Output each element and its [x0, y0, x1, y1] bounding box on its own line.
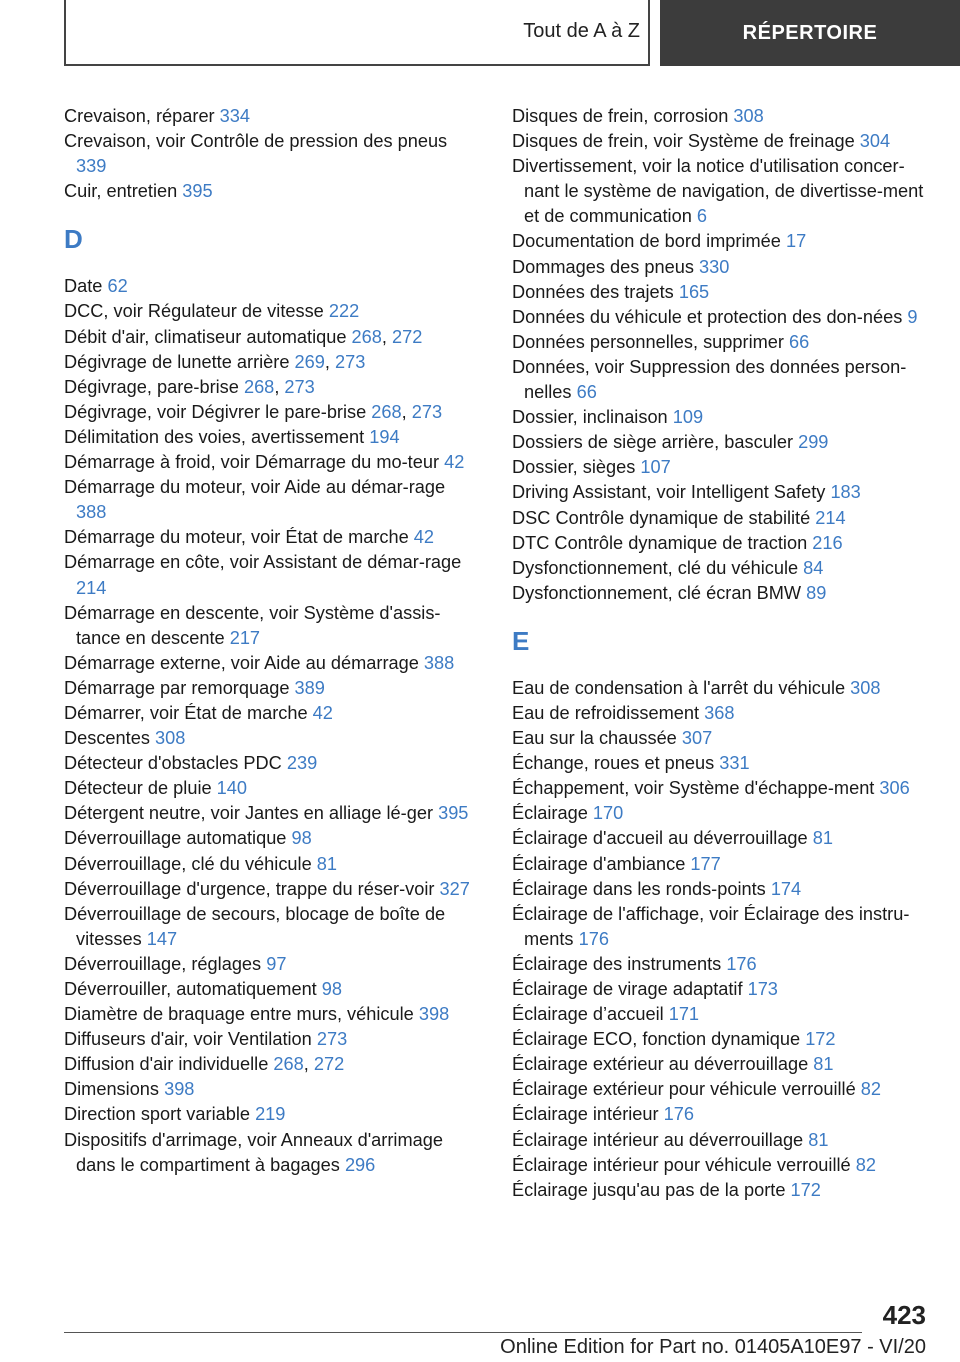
- index-entry: [512, 676, 932, 701]
- page-reference-link[interactable]: 82: [855, 1154, 876, 1175]
- index-entry: [64, 826, 476, 851]
- page-reference-link[interactable]: 368: [704, 702, 735, 723]
- index-entry: [512, 581, 932, 606]
- entry-text: Date: [64, 276, 108, 297]
- page-reference-link[interactable]: 269: [294, 351, 325, 372]
- index-entry: [512, 877, 932, 902]
- entry-text: Données des trajets: [512, 281, 679, 302]
- index-entry: [64, 952, 476, 977]
- entry-text: Éclairage extérieur pour véhicule verrouillé: [512, 1079, 861, 1100]
- entry-text: Déverrouillage d'urgence, trappe du réser-voir: [64, 878, 440, 899]
- header-divider: [648, 0, 650, 66]
- entry-text: Démarrage en descente, voir Système d'assis-tance en descente: [64, 602, 441, 648]
- entry-text: Éclairage des instruments: [512, 953, 727, 974]
- page-reference-link[interactable]: 81: [812, 828, 833, 849]
- entry-text: Démarrage à froid, voir Démarrage du mo-teur: [64, 452, 445, 473]
- index-entry: [64, 877, 476, 902]
- entry-text: Dysfonctionnement, clé du véhicule: [512, 557, 804, 578]
- entry-text: Disques de frein, voir Système de freinage: [512, 131, 860, 152]
- page-reference-link[interactable]: 299: [798, 432, 829, 453]
- entry-text: Éclairage extérieur au déverrouillage: [512, 1054, 814, 1075]
- page-reference-link[interactable]: 388: [423, 652, 455, 673]
- entry-text: Démarrer, voir État de marche: [64, 702, 313, 723]
- page-reference-link[interactable]: 6: [696, 206, 707, 227]
- entry-text: Démarrage du moteur, voir État de marche: [64, 527, 414, 548]
- entry-text: Détergent neutre, voir Jantes en alliage lé-ger: [64, 803, 439, 824]
- page-reference-link[interactable]: 268: [371, 401, 402, 422]
- page-reference-link[interactable]: 17: [785, 231, 807, 252]
- page-reference-link[interactable]: 165: [678, 281, 710, 302]
- index-entry: [64, 651, 476, 676]
- page-reference-link[interactable]: 308: [154, 728, 186, 749]
- index-entry: [512, 154, 932, 229]
- page-reference-link[interactable]: 308: [733, 106, 764, 126]
- index-entry: [512, 280, 932, 305]
- entry-text: Dispositifs d'arrimage, voir Anneaux d'arrimage dans le compartiment à bagages: [64, 1129, 443, 1175]
- index-entry: [512, 455, 932, 480]
- page-reference-link[interactable]: 389: [294, 677, 325, 698]
- entry-text: Dossier, sièges: [512, 457, 641, 478]
- index-entry: [64, 977, 476, 1002]
- entry-text: Descentes: [64, 728, 155, 749]
- page-reference-link[interactable]: 214: [76, 577, 107, 598]
- index-entry: [64, 1002, 476, 1027]
- entry-text: Données, voir Suppression des données person-nelles: [512, 356, 907, 403]
- index-entry: [512, 977, 932, 1002]
- entry-text: DSC Contrôle dynamique de stabilité: [512, 507, 816, 528]
- page-reference-link[interactable]: 304: [859, 131, 891, 152]
- entry-text: Déverrouillage automatique: [64, 828, 292, 849]
- header-bottom-border: [64, 64, 650, 66]
- page-reference-link[interactable]: 272: [392, 326, 423, 347]
- index-entry: [512, 952, 932, 977]
- index-entry: [512, 902, 932, 952]
- index-entry: [512, 430, 932, 455]
- entry-text: Déverrouillage de secours, blocage de boîte de vitesses: [64, 903, 446, 949]
- index-entry: [512, 506, 932, 531]
- entry-text: Débit d'air, climatiseur automatique: [64, 326, 352, 347]
- index-entry: [512, 305, 932, 330]
- index-column-right: [512, 104, 932, 1203]
- page-reference-link[interactable]: 147: [146, 928, 178, 949]
- index-entry: [512, 405, 932, 430]
- page-reference-link[interactable]: 172: [805, 1029, 836, 1050]
- index-entry: [512, 480, 932, 505]
- entry-text: Démarrage du moteur, voir Aide au démar-rage: [64, 477, 446, 498]
- index-entry: [64, 550, 476, 600]
- entry-text: Éclairage jusqu'au pas de la porte: [512, 1179, 791, 1200]
- page-reference-link[interactable]: 331: [719, 753, 750, 774]
- index-entry: [64, 726, 476, 751]
- page-reference-link[interactable]: 273: [334, 351, 366, 372]
- index-entry: [64, 425, 476, 450]
- page-reference-link[interactable]: 216: [812, 532, 843, 553]
- entry-text: Direction sport variable: [64, 1104, 256, 1125]
- page-reference-link[interactable]: 183: [830, 482, 861, 503]
- entry-text: Driving Assistant, voir Intelligent Safety: [512, 482, 831, 503]
- page-reference-link[interactable]: 398: [418, 1004, 450, 1025]
- page-reference-link[interactable]: 62: [107, 276, 128, 297]
- tab-tout-de-a-a-z[interactable]: Tout de A à Z: [523, 20, 640, 42]
- page-reference-link[interactable]: 89: [806, 582, 827, 603]
- index-entry: [64, 475, 476, 525]
- index-entry: [512, 826, 932, 851]
- entry-text: Éclairage de virage adaptatif: [512, 979, 748, 999]
- index-entry: [512, 1027, 932, 1052]
- entry-text: Détecteur de pluie: [64, 778, 217, 799]
- entry-text: Cuir, entretien: [64, 181, 183, 202]
- index-entry: [512, 801, 932, 826]
- entry-text: DCC, voir Régulateur de vitesse: [64, 301, 329, 322]
- entry-text: Eau de refroidissement: [512, 702, 705, 723]
- page-reference-link[interactable]: 42: [413, 527, 434, 548]
- entry-text: Dysfonctionnement, clé écran BMW: [512, 582, 807, 603]
- entry-text: Données du véhicule et protection des don-nées: [512, 306, 908, 327]
- index-entry: [512, 129, 932, 154]
- page-reference-link[interactable]: 172: [790, 1179, 821, 1200]
- page-reference-link[interactable]: 268: [273, 1054, 304, 1075]
- index-entry: [512, 556, 932, 581]
- page-reference-link[interactable]: 176: [578, 928, 609, 949]
- index-column-left: [64, 104, 476, 1178]
- page-reference-link[interactable]: 214: [815, 507, 846, 528]
- page-reference-link[interactable]: 176: [663, 1104, 694, 1125]
- index-entry: [64, 801, 476, 826]
- page-reference-link[interactable]: 395: [182, 181, 213, 202]
- page-reference-link[interactable]: 306: [879, 778, 910, 799]
- section-letter: E: [512, 625, 530, 656]
- page-reference-link[interactable]: 66: [576, 382, 597, 403]
- entry-text: Crevaison, réparer: [64, 106, 220, 126]
- index-entry: [512, 1077, 932, 1102]
- index-entry: [512, 531, 932, 556]
- entry-text: Disques de frein, corrosion: [512, 106, 734, 126]
- entry-text: Éclairage ECO, fonction dynamique: [512, 1029, 806, 1050]
- page-reference-link[interactable]: 268: [351, 326, 382, 347]
- entry-text: Déverrouillage, réglages: [64, 953, 267, 974]
- page-reference-link[interactable]: 174: [770, 878, 802, 899]
- index-entry: Dégivrage, pare-brise 268, 273: [64, 376, 315, 397]
- page-reference-link[interactable]: 222: [328, 301, 360, 322]
- index-entry: [64, 776, 476, 801]
- entry-text: Diffuseurs d'air, voir Ventilation: [64, 1029, 317, 1050]
- entry-text: Déverrouillage, clé du véhicule: [64, 853, 317, 874]
- page-reference-link[interactable]: 177: [690, 853, 721, 874]
- index-entry: [512, 776, 932, 801]
- page-reference-link[interactable]: 308: [850, 677, 881, 698]
- index-entry: [64, 274, 476, 299]
- page-reference-link[interactable]: 272: [313, 1054, 345, 1075]
- entry-text: Déverrouiller, automatiquement: [64, 979, 322, 999]
- entry-text: Échappement, voir Système d'échappe-ment: [512, 778, 880, 799]
- entry-text: Éclairage d'ambiance: [512, 853, 691, 874]
- entry-text: Crevaison, voir Contrôle de pression des pneus: [64, 131, 448, 152]
- index-entry: [64, 601, 476, 651]
- index-entry: [512, 701, 932, 726]
- page-reference-link[interactable]: 173: [747, 979, 778, 999]
- page-reference-link[interactable]: 107: [640, 457, 671, 478]
- page-reference-link[interactable]: 268: [243, 376, 275, 397]
- page-reference-link[interactable]: 194: [369, 426, 400, 447]
- index-entry: [64, 450, 476, 475]
- entry-text: Échange, roues et pneus: [512, 753, 720, 774]
- index-entry: [64, 104, 476, 129]
- index-entry: [64, 1128, 476, 1178]
- index-entry: [512, 229, 932, 254]
- header-left-border: [64, 0, 66, 66]
- entry-text: Délimitation des voies, avertissement: [64, 426, 370, 447]
- index-entry: [64, 852, 476, 877]
- page-reference-link[interactable]: 334: [219, 106, 251, 126]
- page-reference-link[interactable]: 219: [255, 1104, 286, 1125]
- index-entry: [64, 299, 476, 324]
- index-entry: [64, 525, 476, 550]
- page-reference-link[interactable]: 217: [229, 627, 261, 648]
- entry-text: Eau sur la chaussée: [512, 728, 682, 749]
- page-reference-link[interactable]: 81: [813, 1054, 834, 1075]
- index-entry: [64, 179, 476, 204]
- index-entry: [512, 355, 932, 405]
- index-entry: [64, 129, 476, 179]
- entry-text: Démarrage externe, voir Aide au démarrage: [64, 652, 424, 673]
- entry-text: Eau de condensation à l'arrêt du véhicule: [512, 677, 851, 698]
- entry-text: Dégivrage, pare-brise: [64, 376, 244, 397]
- index-entry: [512, 751, 932, 776]
- index-entry: [64, 1027, 476, 1052]
- page-reference-link[interactable]: 98: [291, 828, 312, 849]
- page-reference-link[interactable]: 273: [316, 1029, 348, 1050]
- page-reference-link[interactable]: 42: [312, 702, 333, 723]
- index-entry: [512, 1002, 932, 1027]
- page-reference-link[interactable]: 170: [592, 803, 624, 824]
- entry-text: Éclairage dans les ronds-points: [512, 878, 771, 899]
- entry-text: Éclairage intérieur au déverrouillage: [512, 1129, 809, 1150]
- index-entry: [512, 1102, 932, 1127]
- entry-text: Détecteur d'obstacles PDC: [64, 753, 287, 774]
- index-entry: [512, 1153, 932, 1178]
- index-entry: [512, 852, 932, 877]
- index-entry: Débit d'air, climatiseur automatique 268, 272: [64, 326, 423, 347]
- index-entry: Dégivrage de lunette arrière 269, 273: [64, 351, 366, 372]
- entry-text: Diffusion d'air individuelle: [64, 1054, 274, 1075]
- entry-text: Éclairage d’accueil: [512, 1004, 669, 1025]
- page-reference-link[interactable]: 81: [316, 853, 337, 874]
- index-entry: [512, 726, 932, 751]
- entry-text: DTC Contrôle dynamique de traction: [512, 532, 813, 553]
- index-entry: [64, 1077, 476, 1102]
- entry-text: Démarrage par remorquage: [64, 677, 295, 698]
- index-entry: [512, 255, 932, 280]
- entry-text: Diamètre de braquage entre murs, véhicule: [64, 1004, 419, 1025]
- page-reference-link[interactable]: 388: [76, 502, 107, 523]
- section-letter: D: [64, 224, 83, 255]
- index-entry: [512, 330, 932, 355]
- entry-text: Éclairage de l'affichage, voir Éclairage des instru-ments: [512, 903, 910, 949]
- page-reference-link[interactable]: 327: [439, 878, 470, 899]
- index-entry: [512, 1128, 932, 1153]
- entry-text: Éclairage intérieur pour véhicule verrouillé: [512, 1154, 856, 1175]
- index-entry: [64, 902, 476, 952]
- page-reference-link[interactable]: 98: [321, 979, 343, 999]
- entry-text: Éclairage d'accueil au déverrouillage: [512, 828, 813, 849]
- page-number: 423: [882, 1300, 926, 1330]
- page-reference-link[interactable]: 84: [803, 557, 824, 578]
- entry-text: Démarrage en côte, voir Assistant de démar-rage: [64, 552, 462, 573]
- entry-text: Dégivrage de lunette arrière: [64, 351, 295, 372]
- entry-text: Dossier, inclinaison: [512, 407, 673, 428]
- page-reference-link[interactable]: 97: [266, 953, 287, 974]
- page-reference-link[interactable]: 307: [681, 728, 713, 749]
- page-reference-link[interactable]: 66: [789, 331, 810, 352]
- page-reference-link[interactable]: 339: [76, 156, 107, 177]
- page-reference-link[interactable]: 273: [411, 401, 443, 422]
- index-entry: Diffusion d'air individuelle 268, 272: [64, 1054, 345, 1075]
- page-reference-link[interactable]: 398: [164, 1079, 195, 1100]
- page-reference-link[interactable]: 296: [344, 1154, 376, 1175]
- index-entry: [512, 104, 932, 129]
- page-reference-link[interactable]: 176: [726, 953, 757, 974]
- index-entry: Dégivrage, voir Dégivrer le pare-brise 268, 273: [64, 401, 443, 422]
- page-reference-link[interactable]: 82: [860, 1079, 882, 1100]
- page-reference-link[interactable]: 9: [907, 306, 918, 327]
- page-reference-link[interactable]: 109: [672, 407, 704, 428]
- index-entry: [64, 701, 476, 726]
- entry-text: Dimensions: [64, 1079, 165, 1100]
- entry-text: Divertissement, voir la notice d'utilisation concer-nant le système de navigation, de divertisse-ment et de communication: [512, 156, 924, 227]
- edition-info: Online Edition for Part no. 01405A10E97 - VI/20: [500, 1336, 926, 1358]
- page-reference-link[interactable]: 140: [216, 778, 248, 799]
- entry-text: Données personnelles, supprimer: [512, 331, 790, 352]
- footer-divider: [64, 1332, 862, 1333]
- entry-text: Éclairage: [512, 803, 593, 824]
- index-entry: [64, 1102, 476, 1127]
- page-reference-link[interactable]: 273: [284, 376, 315, 397]
- page-reference-link[interactable]: 171: [668, 1004, 700, 1025]
- tab-repertoire[interactable]: RÉPERTOIRE: [660, 0, 960, 66]
- page-reference-link[interactable]: 395: [438, 803, 469, 824]
- page-reference-link[interactable]: 239: [286, 753, 318, 774]
- page-reference-link[interactable]: 330: [699, 256, 730, 277]
- entry-text: Dossiers de siège arrière, basculer: [512, 432, 799, 453]
- index-entry: [64, 751, 476, 776]
- index-entry: [512, 1052, 932, 1077]
- entry-text: Documentation de bord imprimée: [512, 231, 786, 252]
- entry-text: Dommages des pneus: [512, 256, 700, 277]
- entry-text: Dégivrage, voir Dégivrer le pare-brise: [64, 401, 372, 422]
- page-reference-link[interactable]: 81: [808, 1129, 829, 1150]
- index-entry: [512, 1178, 932, 1203]
- page-reference-link[interactable]: 42: [444, 452, 465, 473]
- index-entry: [64, 676, 476, 701]
- entry-text: Éclairage intérieur: [512, 1104, 664, 1125]
